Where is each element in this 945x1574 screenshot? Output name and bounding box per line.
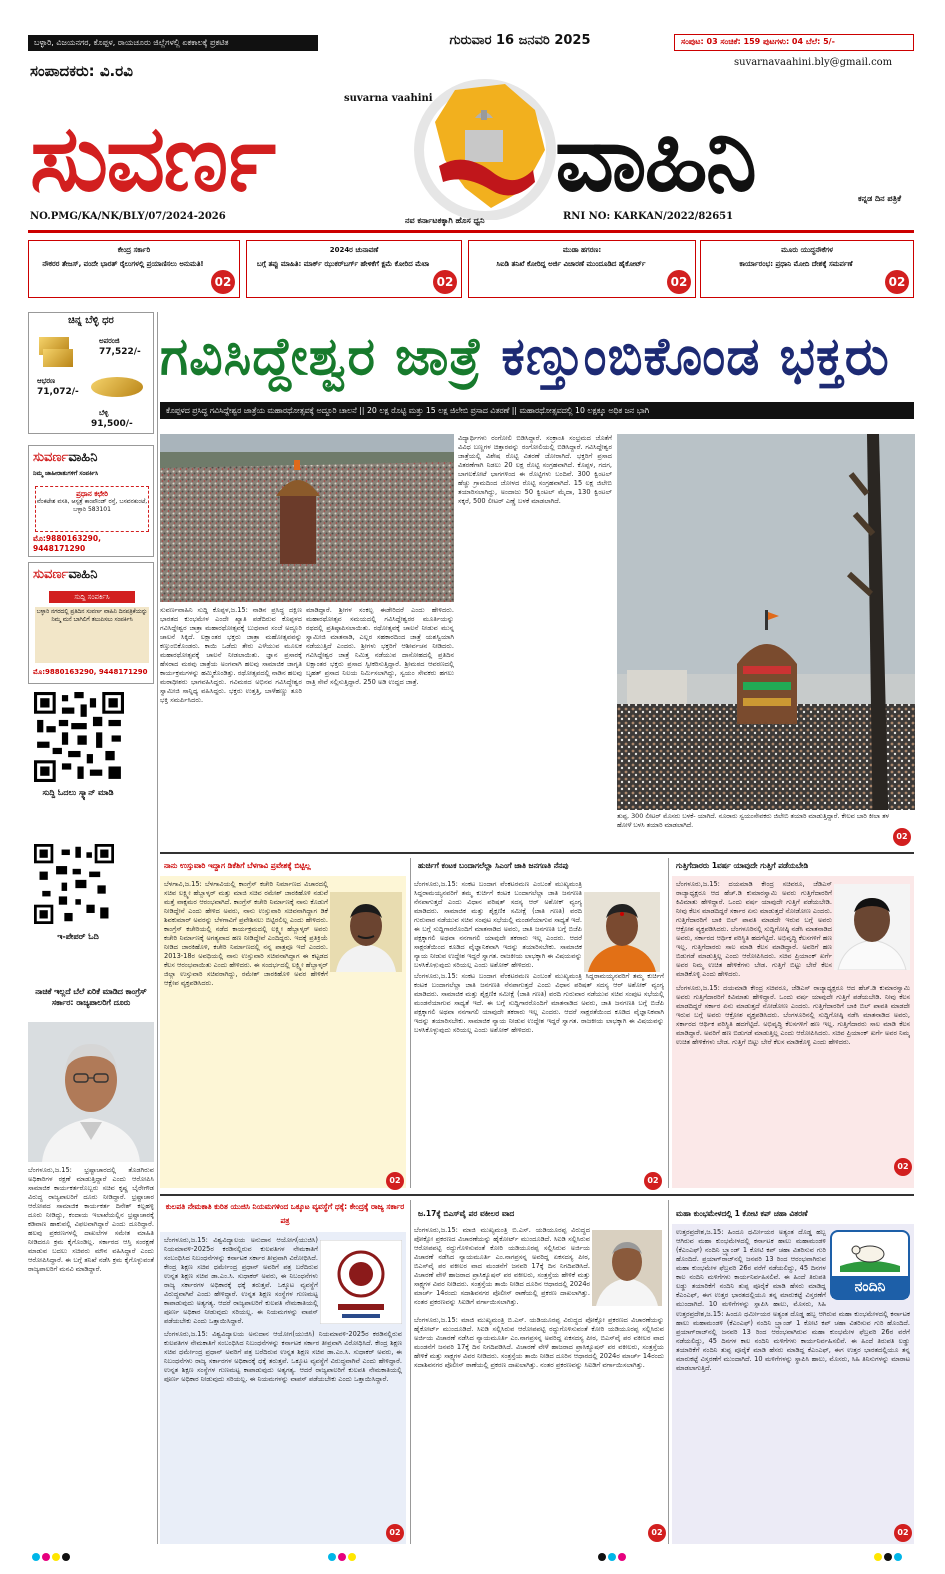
nandini-logo (830, 1230, 910, 1300)
teaser-body: ಬಗ್ಗೆ ತಪ್ಪು ಮಾಹಿತಿ: ಮಾರ್ಕ್ ಝುಕರ್‌ಬರ್ಗ್ ಹೇಳಿಕೆಗೆ ಕ್ಷಮೆ ಕೋರಿದ ಮೆಟಾ (256, 260, 430, 268)
section-rule (160, 1194, 914, 1196)
print-registration-marks (28, 1550, 914, 1564)
contact-email[interactable]: suvarnavaahini.bly@gmail.com (734, 57, 893, 68)
column-rule (157, 312, 158, 1544)
teaser-page-badge: 02 (211, 270, 235, 294)
left-story-body: ಬೆಂಗಳೂರು,ಜ.15: ಭ್ರಷ್ಟಾಚಾರದಲ್ಲಿ ತೊಡಗಿರುವ ಅಧಿಕಾರಿಗಳ ರಕ್ಷಣೆ ಮಾಡುತ್ತಿದ್ದಾರೆ ಎಂದು ಆರೋಪಿಸಿ ಸಾಮಾಜಿಕ ಕಾರ್ಯಕರ್ತರೊಬ್ಬರು ಸಚಿವ ಕೃಷ್ಣ ಬೈರೇಗೌಡ ವಿರುದ್ಧ ರಾಜ್ಯಪಾಲರಿಗೆ ದೂರು ನೀಡಿದ್ದಾರೆ. ಭ್ರಷ್ಟಾಚಾರ ಆರೋಪದ ಸಾಮಾಜಿಕ ಕಾರ್ಯಕರ್ತ ದಿನೇಶ್ ಕಲ್ಲಹಳ್ಳಿ ದೂರು ನೀಡಿದ್ದು, ಕಂದಾಯ ಇಲಾಖೆಯಲ್ಲಿನ ಭ್ರಷ್ಟಾಚಾರಕ್ಕೆ ಕಡಿವಾಣ ಹಾಕುವಲ್ಲಿ ವಿಫಲವಾಗಿದ್ದಾರೆ ಎಂದು ದೂರಿದ್ದಾರೆ. ಹಲವು ಪ್ರಕರಣಗಳಲ್ಲಿ ದಾಖಲೆಗಳ ಸಮೇತ ಮಾಹಿತಿ ನೀಡಿದರೂ ಕ್ರಮ ಕೈಗೊಂಡಿಲ್ಲ. ಸರ್ಕಾರದ ಆಸ್ತಿ ಸಂರಕ್ಷಣೆ ಮಾಡುವ ಬದಲು ಸಚಿವರು ಮೌನ ವಹಿಸಿದ್ದಾರೆ ಎಂದು ಆರೋಪಿಸಿದ್ದಾರೆ. ಈ ಬಗ್ಗೆ ತನಿಖೆ ನಡೆಸಿ ಕ್ರಮ ಕೈಗೊಳ್ಳುವಂತೆ ರಾಜ್ಯಪಾಲರಿಗೆ ಮನವಿ ಮಾಡಿದ್ದಾರೆ. (28, 1166, 154, 1273)
page-badge: 02 (644, 1172, 662, 1190)
teaser-body: ಕಾರ್ಯಾರಂಭ: ಪ್ರಧಾನಿ ಮೋದಿ ದೇಶಕ್ಕೆ ಸಮರ್ಪಣೆ (739, 260, 853, 268)
lead-headline-part-a: ಗವಿಸಿದ್ದೇಶ್ವರ ಜಾತ್ರೆ (160, 327, 483, 387)
column-rule (668, 1200, 669, 1544)
photo-caption: ತುಪ್ಪ, 300 ಲೀಟರ್ ಮೊಸರು ಬಳಕೆ- ಯಾಗಿದೆ. ನೂರಾರು ಸ್ವಯಂಸೇವಕರು ಜಿಲೇಬಿ ತಯಾರಿ ಮಾಡುತ್ತಿದ್ದಾರೆ. ಕೇಲವ ಬಾರಿ ಕೀಲಾ ತಳ ಹೋಳೆ ಬಳಸಿ ತಯಾರಿ ಮಾಡಲಾಗಿದೆ. (617, 812, 889, 829)
advert-box-1[interactable] (28, 445, 154, 557)
politician-photo (584, 892, 660, 972)
cyan-dot (32, 1553, 40, 1561)
section-body: ಬೆಂಗಳೂರು,ಜ.15: ಮಾಜಿ ಮುಖ್ಯಮಂತ್ರಿ ಬಿ.ಎಸ್. ಯಡಿಯೂರಪ್ಪ ವಿರುದ್ಧದ ಪೋಕ್ಸೋ ಪ್ರಕರಣದ ವಿಚಾರಣೆಯನ್ನು ಹೈಕೋರ್ಟ್ ಮುಂದೂಡಿದೆ. ಸಿಐಡಿ ಸಲ್ಲಿಸಿರುವ ಆರೋಪಪಟ್ಟಿ ರದ್ದುಗೊಳಿಸುವಂತೆ ಕೋರಿ ಯಡಿಯೂರಪ್ಪ ಸಲ್ಲಿಸಿರುವ ಅರ್ಜಿಯ ವಿಚಾರಣೆ ನಡೆಸಿದ ನ್ಯಾಯಮೂರ್ತಿ ಎಂ.ನಾಗಪ್ರಸನ್ನ ಅವರಿದ್ದ ಏಕಸದಸ್ಯ ಪೀಠ, ಬಿಎಸ್‌ವೈ ಪರ ವಕೀಲರ ವಾದ ಮಂಡನೆಗೆ ಜನವರಿ 17ಕ್ಕೆ ದಿನ ನಿಗದಿಪಡಿಸಿದೆ. ವಿಚಾರಣೆ ವೇಳೆ ಹಾಜರಾದ ಪ್ರಾಸಿಕ್ಯೂಷನ್ ಪರ ವಕೀಲರು, ಸಂತ್ರಸ್ತೆಯ ಹೇಳಿಕೆ ಮತ್ತು ಸಾಕ್ಷ್ಯಗಳ ವಿವರ ನೀಡಿದರು. ಸಂತ್ರಸ್ತೆಯ ತಾಯಿ ನೀಡಿದ ದೂರಿನ ಆಧಾರದಲ್ಲಿ 2024ರ ಮಾರ್ಚ್ 14ರಂದು ಸದಾಶಿವನಗರ ಪೊಲೀಸ್ ಠಾಣೆಯಲ್ಲಿ ಪ್ರಕರಣ ದಾಖಲಾಗಿತ್ತು. ನಂತರ ಪ್ರಕರಣವನ್ನು ಸಿಐಡಿಗೆ ವರ್ಗಾಯಿಸಲಾಗಿತ್ತು. (414, 1226, 590, 1306)
section-headline[interactable]: ಹುರ್ಚಿಗೆ ಕಂಟಕ ಬಂದಾಗಲೆಲ್ಲಾ ಸಿಎಂಗೆ ಜಾತಿ ಜನಗಣತಿ ನೆನಪು (418, 861, 569, 870)
politician-photo (592, 1230, 662, 1306)
section-body-continued: ಉತ್ತರಪ್ರದೇಶ,ಜ.15: ಹಿಂದೂ ಧರ್ಮೀಯರ ಅತ್ಯಂತ ದೊಡ್ಡ ಹಬ್ಬ ಆಗಿರುವ ಮಹಾ ಕುಂಭಮೇಳದಲ್ಲಿ ಕರ್ನಾಟಕ ಹಾಲು ಮಹಾಮಂಡಳಿ (ಕೆಎಂಎಫ್) ನಂದಿನಿ ಬ್ರ್ಯಾಂಡ್ 1 ಕೋಟಿ ಕಪ್ ಚಹಾ ವಿತರಿಸುವ ಗುರಿ ಹೊಂದಿದೆ. ಪ್ರಯಾಗ್‌ರಾಜ್‌ನಲ್ಲಿ ಜನವರಿ 13 ರಿಂದ ಆರಂಭವಾಗಿರುವ ಮಹಾ ಕುಂಭಮೇಳ ಫೆಬ್ರವರಿ 26ರ ವರೆಗೆ ನಡೆಯಲಿದ್ದು, 45 ದಿನಗಳ ಕಾಲ ನಂದಿನಿ ಮಳಿಗೆಗಳು ಕಾರ್ಯನಿರ್ವಹಿಸಲಿವೆ. ಈ ಹಿಂದೆ ತಿರುಪತಿ ಲಡ್ಡು ತಯಾರಿಕೆಗೆ ನಂದಿನಿ ತುಪ್ಪ ಪೂರೈಕೆ ಮಾಡಿ ಹೆಸರು ಮಾಡಿದ್ದ ಕೆಎಂಎಫ್, ಈಗ ಉತ್ತರ ಭಾರತದಲ್ಲಿಯೂ ತನ್ನ ಮಾರುಕಟ್ಟೆ ವಿಸ್ತರಣೆಗೆ ಮುಂದಾಗಿದೆ. 10 ಮಳಿಗೆಗಳನ್ನು ಸ್ಥಾಪಿಸಿ ಹಾಲು, ಮೊಸರು, ಸಿಹಿ ತಿನಿಸುಗಳನ್ನು ಮಾರಾಟ ಮಾಡಲಾಗುತ್ತಿದೆ. (676, 1310, 910, 1372)
section-headline[interactable]: ಜ.17ಕ್ಕೆ ಬಿಎಸ್‌ವೈ ಪರ ವಕೀಲರ ವಾದ (418, 1209, 515, 1218)
issue-info: ಸಂಪುಟ: 03 ಸಂಚಿಕೆ: 159 ಪುಟಗಳು: 04 ಬೆಲೆ: 5/- (674, 34, 914, 51)
lead-body-col2: ಮಾಡಿದ್ದಾರೆ. ಶ್ರೀಗಳ ಸಂಕಲ್ಪ ಈಡೇರಿದರೆ ಎಂದು ಹೇಳಿದರು. ಮಹಾರಥೋತ್ಸವ ಸಮಯದಲ್ಲಿ ಗವಿಸಿದ್ದೇಶ್ವರರ ಮೂರ್ತಿಯನ್ನು ರಥದಲ್ಲಿ ಪ್ರತಿಷ್ಠಾಪಿಸಲಾಯಿತು. ರಥೋತ್ಸವಕ್ಕೆ ಚಾಲನೆ ನೀಡುವ ಮುನ್ನ ಸ್ವಾಮೀಜಿ ಮಾತನಾಡಿ, ಎಲ್ಲರ ಸಹಕಾರದಿಂದ ಜಾತ್ರೆ ಯಶಸ್ವಿಯಾಗಿ ನಡೆಯುತ್ತಿದೆ ಎಂದರು. ಶ್ರೀಗಳು ಭಕ್ತರಿಗೆ ಆಶೀರ್ವಚನ ನೀಡಿದರು. ಗವಿಸಿದ್ದೇಶ್ವರ ಜಾತ್ರೆ ನಿಮಿತ್ತ ನಡೆಯುವ ದಾಸೋಹದಲ್ಲಿ ಪ್ರತಿದಿನ ಲಕ್ಷಾಂತರ ಭಕ್ತರು ಪ್ರಸಾದ ಸ್ವೀಕರಿಸುತ್ತಿದ್ದಾರೆ. ಶ್ರೀಮಠದ ಆವರಣದಲ್ಲಿ ಬೃಹತ್ ಪ್ರಸಾದ ನಿಲಯ ನಿರ್ಮಿಸಲಾಗಿದ್ದು, ಸ್ವಯಂ ಸೇವಕರು ಹಗಲು ರಾತ್ರಿ ಸೇವೆ ಸಲ್ಲಿಸುತ್ತಿದ್ದಾರೆ. 250 ಅಡಿ ಉದ್ದದ ಜಾತ್ರೆ. (306, 606, 454, 686)
teaser-body: ಸಿಐಡಿ ತನಿಖೆ ಕೋರಿದ್ದ ಅರ್ಜಿ ವಿಚಾರಣೆ ಮುಂದೂಡಿದ ಹೈಕೋರ್ಟ್ (496, 260, 646, 268)
teaser-box[interactable] (28, 240, 240, 298)
gold-rate-title: ಚಿನ್ನ ಬೆಳ್ಳಿ ಧರ (68, 315, 114, 326)
section-body: ಬೆಂಗಳೂರು,ಜ.15: ಸಂಕಟ ಬಂದಾಗ ವೆಂಕಟರಮಣ ಎಂಬಂತೆ ಮುಖ್ಯಮಂತ್ರಿ ಸಿದ್ದರಾಮಯ್ಯನವರಿಗೆ ತಮ್ಮ ಕುರ್ಚಿಗೆ ಕಂಟಕ ಬಂದಾಗಲೆಲ್ಲಾ ಜಾತಿ ಜನಗಣತಿ ನೆನಪಾಗುತ್ತದೆ ಎಂದು ವಿಧಾನ ಪರಿಷತ್ ಸದಸ್ಯ ಆರ್ ಅಶೋಕ್ ವ್ಯಂಗ್ಯ ಮಾಡಿದರು. ಸಾಮಾಜಿಕ ಮತ್ತು ಶೈಕ್ಷಣಿಕ ಸಮೀಕ್ಷೆ (ಜಾತಿ ಗಣತಿ) ವರದಿ ಗುರುವಾರ ನಡೆಯುವ ಸಚಿವ ಸಂಪುಟ ಸಭೆಯಲ್ಲಿ ಮಂಡನೆಯಾಗುವ ಸಾಧ್ಯತೆ ಇದೆ. ಈ ಬಗ್ಗೆ ಸುದ್ದಿಗಾರರೊಂದಿಗೆ ಮಾತನಾಡಿದ ಅವರು, ಜಾತಿ ಜನಗಣತಿ ಬಗ್ಗೆ ಬಿಜೆಪಿ ಪಕ್ಷಕ್ಕಾಗಲಿ ಅಥವಾ ನನಗಾಗಲಿ ಯಾವುದೇ ತಕರಾರು ಇಲ್ಲ ಎಂದರು. ಆದರೆ ಸಾಕ್ಷರತೆಯಿಂದ ಕೂಡಿದ ವೈಜ್ಞಾನಿಕವಾಗಿ ಇದನ್ನು ತಯಾರಿಸಬೇಕು. ಸಾಮಾಜಿಕ ನ್ಯಾಯ ನೀಡುವ ಉದ್ದೇಶ ಇದ್ದರೆ ಸ್ವಾಗತ. ರಾಜಕೀಯ ಲಾಭಕ್ಕಾಗಿ ಈ ವಿಷಯವನ್ನು ಬಳಸಿಕೊಳ್ಳುವುದು ಸರಿಯಲ್ಲ ಎಂದು ಅಶೋಕ್ ಹೇಳಿದರು. (414, 880, 582, 968)
advert-logo (33, 450, 97, 465)
politician-photo (834, 884, 910, 970)
teaser-box[interactable] (246, 240, 462, 298)
cyan-dot (894, 1553, 902, 1561)
teaser-title: 2024ರ ಚುನಾವಣೆ (329, 246, 379, 254)
magenta-dot (618, 1553, 626, 1561)
date-line: ಗುರುವಾರ 16 ಜನವರಿ 2025 (449, 33, 591, 48)
gold-label: ಅಪರಂಜಿ (99, 337, 120, 345)
advert-logo-a: ಸುವರ್ಣ (33, 450, 69, 465)
qr-code-icon[interactable] (34, 692, 124, 782)
section-body-continued: ಬೆಂಗಳೂರು,ಜ.15: ಮಾಜಿ ಮುಖ್ಯಮಂತ್ರಿ ಬಿ.ಎಸ್. ಯಡಿಯೂರಪ್ಪ ವಿರುದ್ಧದ ಪೋಕ್ಸೋ ಪ್ರಕರಣದ ವಿಚಾರಣೆಯನ್ನು ಹೈಕೋರ್ಟ್ ಮುಂದೂಡಿದೆ. ಸಿಐಡಿ ಸಲ್ಲಿಸಿರುವ ಆರೋಪಪಟ್ಟಿ ರದ್ದುಗೊಳಿಸುವಂತೆ ಕೋರಿ ಯಡಿಯೂರಪ್ಪ ಸಲ್ಲಿಸಿರುವ ಅರ್ಜಿಯ ವಿಚಾರಣೆ ನಡೆಸಿದ ನ್ಯಾಯಮೂರ್ತಿ ಎಂ.ನಾಗಪ್ರಸನ್ನ ಅವರಿದ್ದ ಏಕಸದಸ್ಯ ಪೀಠ, ಬಿಎಸ್‌ವೈ ಪರ ವಕೀಲರ ವಾದ ಮಂಡನೆಗೆ ಜನವರಿ 17ಕ್ಕೆ ದಿನ ನಿಗದಿಪಡಿಸಿದೆ. ವಿಚಾರಣೆ ವೇಳೆ ಹಾಜರಾದ ಪ್ರಾಸಿಕ್ಯೂಷನ್ ಪರ ವಕೀಲರು, ಸಂತ್ರಸ್ತೆಯ ಹೇಳಿಕೆ ಮತ್ತು ಸಾಕ್ಷ್ಯಗಳ ವಿವರ ನೀಡಿದರು. ಸಂತ್ರಸ್ತೆಯ ತಾಯಿ ನೀಡಿದ ದೂರಿನ ಆಧಾರದಲ್ಲಿ 2024ರ ಮಾರ್ಚ್ 14ರಂದು ಸದಾಶಿವನಗರ ಪೊಲೀಸ್ ಠಾಣೆಯಲ್ಲಿ ಪ್ರಕರಣ ದಾಖಲಾಗಿತ್ತು. ನಂತರ ಪ್ರಕರಣವನ್ನು ಸಿಐಡಿಗೆ ವರ್ಗಾಯಿಸಲಾಗಿತ್ತು. (414, 1316, 664, 1369)
page-badge: 02 (894, 1524, 912, 1542)
page-badge: 02 (893, 828, 911, 846)
lead-headline[interactable] (160, 318, 914, 396)
magenta-dot (338, 1553, 346, 1561)
section-body-continued: ಬೆಂಗಳೂರು,ಜ.15: ದಯಮಾಡಿ ಕೇಂದ್ರ ಸಚಿವರೂ, ಜೆಡಿಎಸ್ ರಾಜ್ಯಾಧ್ಯಕ್ಷರೂ ಆದ ಹೆಚ್.ಡಿ ಕುಮಾರಸ್ವಾಮಿ ಅವರು ಗುತ್ತಿಗೆದಾರರಿಗೆ ಕಿವಿಮಾತು ಹೇಳಿದ್ದಾರೆ. ಒಂದು ವರ್ಷ ಯಾವುದೇ ಗುತ್ತಿಗೆ ಪಡೆಯಬೇಡಿ. ನೀವು ಕೆಲಸ ಮಾಡದಿದ್ದರೆ ಸರ್ಕಾರ ಏನು ಮಾಡುತ್ತದೆ ನೋಡೋಣ ಎಂದರು. ಗುತ್ತಿಗೆದಾರರಿಗೆ ಬಾಕಿ ಬಿಲ್ ಪಾವತಿ ಮಾಡದೇ ಇರುವ ಬಗ್ಗೆ ಅವರು ಆಕ್ರೋಶ ವ್ಯಕ್ತಪಡಿಸಿದರು. ಬೆಂಗಳೂರಿನಲ್ಲಿ ಸುದ್ದಿಗೋಷ್ಠಿ ನಡೆಸಿ ಮಾತನಾಡಿದ ಅವರು, ಸರ್ಕಾರದ ಆರ್ಥಿಕ ಪರಿಸ್ಥಿತಿ ಹದಗೆಟ್ಟಿದೆ. ಅಭಿವೃದ್ಧಿ ಕೆಲಸಗಳಿಗೆ ಹಣ ಇಲ್ಲ. ಗುತ್ತಿಗೆದಾರರು ಸಾಲ ಮಾಡಿ ಕೆಲಸ ಮಾಡಿದ್ದಾರೆ. ಅವರಿಗೆ ಹಣ ಬಿಡುಗಡೆ ಮಾಡುತ್ತಿಲ್ಲ ಎಂದು ಆರೋಪಿಸಿದರು. ಸಚಿವ ಪ್ರಿಯಾಂಕ್ ಖರ್ಗೆ ಅವರ ನಿಮ್ಮ ಉಚಿತ ಹೇಳಿಕೆಗಳು ಬೇಡ. ಗುತ್ತಿಗೆ ಬಿಟ್ಟು ಬೇರೆ ಕೆಲಸ ಮಾಡಿಕೊಳ್ಳಿ ಎಂದು ಹೇಳಿದರು. (676, 984, 910, 1046)
teaser-page-badge: 02 (667, 270, 691, 294)
qr-label: ಇ-ಪೇಪರ್ ಓದಿ (57, 932, 99, 941)
postal-reg-number: NO.PMG/KA/NK/BLY/07/2024-2026 (30, 211, 226, 222)
section-rule (160, 852, 914, 854)
advert-subtitle: ನಿಮ್ಮ ಜಾಹೀರಾತುಗಳಿಗೆ ಸಂಪರ್ಕಿಸಿ (33, 470, 99, 477)
cyan-dot (608, 1553, 616, 1561)
teaser-title: ಮುಡಾ ಹಗರಣ: (562, 246, 602, 254)
qr-label: ಸುದ್ದಿ ಓದಲು ಸ್ಕ್ಯಾನ್ ಮಾಡಿ (42, 788, 114, 797)
ugc-logo-icon (320, 1240, 402, 1324)
teaser-title: ಕೇಂದ್ರ ಸರ್ಕಾರಿ (117, 246, 151, 254)
silver-value: 91,500/- (91, 419, 133, 429)
advert-logo-b: ವಾಹಿನಿ (68, 450, 98, 465)
gold-value: 77,522/- (99, 347, 141, 357)
advert-phone[interactable]: ಮೊ:9880163290, 9448171290 (33, 668, 148, 676)
advert-body: ಬಳ್ಳಾರಿ ನಗರದಲ್ಲಿ ಪ್ರತಿದಿನ ಸುವರ್ಣ ವಾಹಿನಿ ದಿನಪತ್ರಿಕೆಯನ್ನು ನಿಮ್ಮ ಮನೆ ಬಾಗಿಲಿಗೆ ತಲುಪಿಸಲು ಸಂಪರ್ಕಿಸಿ (35, 607, 149, 663)
section-body: ಬೆಂಗಳೂರು,ಜ.15: ವಿಶ್ವವಿದ್ಯಾಲಯ ಅನುದಾನ ಆಯೋಗ(ಯುಜಿಸಿ) ನಿಯಮಾವಳಿ-2025ರ ಕರಡಿನಲ್ಲಿರುವ ಕುಲಪತಿಗಳ ನೇಮಕಾತಿಗೆ ಸಂಬಂಧಿಸಿದ ನಿಬಂಧನೆಗಳನ್ನು ಕರ್ನಾಟಕ ಸರ್ಕಾರ ತೀವ್ರವಾಗಿ ವಿರೋಧಿಸಿದೆ. ಕೇಂದ್ರ ಶಿಕ್ಷಣ ಸಚಿವ ಧರ್ಮೇಂದ್ರ ಪ್ರಧಾನ್ ಅವರಿಗೆ ಪತ್ರ ಬರೆದಿರುವ ಉನ್ನತ ಶಿಕ್ಷಣ ಸಚಿವ ಡಾ.ಎಂ.ಸಿ. ಸುಧಾಕರ್ ಅವರು, ಈ ನಿಬಂಧನೆಗಳು ರಾಜ್ಯ ಸರ್ಕಾರಗಳ ಅಧಿಕಾರಕ್ಕೆ ಧಕ್ಕೆ ತರುತ್ತವೆ. ಒಕ್ಕೂಟ ವ್ಯವಸ್ಥೆಗೆ ವಿರುದ್ಧವಾಗಿವೆ ಎಂದು ಹೇಳಿದ್ದಾರೆ. ಉನ್ನತ ಶಿಕ್ಷಣ ಸಂಸ್ಥೆಗಳ ಗುಣಮಟ್ಟ ಕಾಪಾಡುವುದು ಅತ್ಯಗತ್ಯ. ಆದರೆ ರಾಜ್ಯಪಾಲರಿಗೆ ಕುಲಪತಿ ನೇಮಕಾತಿಯಲ್ಲಿ ಪೂರ್ಣ ಅಧಿಕಾರ ನೀಡುವುದು ಸರಿಯಲ್ಲ. ಈ ನಿಯಮಗಳನ್ನು ವಾಪಸ್ ಪಡೆಯಬೇಕು ಎಂದು ಒತ್ತಾಯಿಸಿದ್ದಾರೆ. (164, 1236, 318, 1325)
gold-value: 71,072/- (37, 387, 79, 397)
gold-rate-box (28, 312, 154, 434)
page-badge: 02 (894, 1158, 912, 1176)
teaser-body: ನೌಕರರ ತೇಜಸ್, ವಂದೇ ಭಾರತ್ ರೈಲುಗಳಲ್ಲಿ ಪ್ರಯಾಣಿಸಲು ಅನುಮತಿ! (42, 260, 204, 268)
teaser-box[interactable] (700, 240, 914, 298)
magenta-dot (42, 1553, 50, 1561)
column-rule (668, 858, 669, 1188)
section-body: ಬೆಳಗಾವಿ,ಜ.15: ಬೆಳಗಾವಿಯಲ್ಲಿ ಕಾಂಗ್ರೆಸ್ ಕಚೇರಿ ನಿರ್ಮಾಣದ ವಿಚಾರದಲ್ಲಿ ಸಚಿವ ಲಕ್ಷ್ಮೀ ಹೆಬ್ಬಾಳ್ಕರ್ ಮತ್ತು ಮಾಜಿ ಸಚಿವ ರಮೇಶ್ ಜಾರಕಿಹೊಳಿ ನಡುವೆ ಮತ್ತೆ ವಾಕ್ಸಮರ ಆರಂಭವಾಗಿದೆ. ಕಾಂಗ್ರೆಸ್ ಕಚೇರಿ ನಿರ್ಮಾಣಕ್ಕೆ ನಾನು ಕೊಡುಗೆ ನೀಡಿದ್ದೇನೆ ಎಂದು ಹೇಳಿದ ಅವರು, ನಾನು ಉಸ್ತುವಾರಿ ಸಚಿವನಾಗಿದ್ದಾಗ ಡಿಕೆ ಶಿವಕುಮಾರ್ ಅವರನ್ನು ಬೆಳಗಾವಿಗೆ ಪ್ರವೇಶಿಸಲು ಬಿಟ್ಟಿರಲಿಲ್ಲ ಎಂದು ಹೇಳಿದರು. ಕಾಂಗ್ರೆಸ್ ಕಚೇರಿಯಲ್ಲಿ ನಡೆದ ಕಾರ್ಯಕ್ರಮದಲ್ಲಿ ಲಕ್ಷ್ಮೀ ಹೆಬ್ಬಾಳ್ಕರ್ ಅವರು ಕಚೇರಿ ನಿರ್ಮಾಣಕ್ಕೆ ಅಗತ್ಯವಾದ ಹಣ ನೀಡಿದ್ದೇವೆ ಎಂದಿದ್ದರು. ಇದಕ್ಕೆ ಪ್ರತಿಕ್ರಿಯೆ ನೀಡಿದ ಜಾರಕಿಹೊಳಿ, ಕಚೇರಿ ನಿರ್ಮಾಣದಲ್ಲಿ ನನ್ನ ಪಾತ್ರವೂ ಇದೆ ಎಂದರು. 2013-18ರ ಅವಧಿಯಲ್ಲಿ ನಾನು ಉಸ್ತುವಾರಿ ಸಚಿವನಾಗಿದ್ದಾಗ ಈ ಕಟ್ಟಡದ ಕೆಲಸ ಆರಂಭವಾಯಿತು ಎಂದು ಹೇಳಿದರು. ಈ ಸಂದರ್ಭದಲ್ಲಿ ಲಕ್ಷ್ಮೀ ಹೆಬ್ಬಾಳ್ಕರ್ ಜಿಲ್ಲಾ ಉಸ್ತುವಾರಿ ಸಚಿವರಾಗಿದ್ದು, ರಮೇಶ್ ಜಾರಕಿಹೊಳಿ ಅವರ ಹೇಳಿಕೆಗೆ ಆಕ್ಷೇಪ ವ್ಯಕ್ತಪಡಿಸಿದರು. (164, 880, 328, 987)
advert-logo-a: ಸುವರ್ಣ (33, 567, 69, 582)
page-badge: 02 (648, 1524, 666, 1542)
lead-body-col1: ಸುವರ್ಣವಾಹಿನಿ ಸುದ್ದಿ ಕೊಪ್ಪಳ,ಜ.15: ನಾಡಿನ ಪ್ರಸಿದ್ಧ ದಕ್ಷಿಣ ಭಾರತದ ಕುಂಭಮೇಳ ಎಂದೇ ಖ್ಯಾತಿ ಪಡೆದಿರುವ ಕೊಪ್ಪಳದ ಗವಿಸಿದ್ದೇಶ್ವರ ಜಾತ್ರಾ ಮಹಾರಥೋತ್ಸವಕ್ಕೆ ಬುಧವಾರ ಸಂಜೆ ಅದ್ದೂರಿ ಚಾಲನೆ ಸಿಕ್ಕಿದೆ. ಲಕ್ಷಾಂತರ ಭಕ್ತರು ಜಾತ್ರಾ ಮಹೋತ್ಸವವನ್ನು ಕಣ್ತುಂಬಿಕೊಂಡರು. ಕಾಯಿ ಒಡೆದು ತೇರು ಎಳೆಯುವ ಮೂಲಕ ಮಹಾರಥೋತ್ಸವಕ್ಕೆ ಚಾಲನೆ ನೀಡಲಾಯಿತು. ಜ್ಞಾನ ಪ್ರಸಾರಕ್ಕೆ ಹೆಸರಾದ ಮಠವು ಜಾತ್ರೆಯ ಅಂಗವಾಗಿ ಹಲವು ಸಾಮಾಜಿಕ ಜಾಗೃತಿ ಕಾರ್ಯಕ್ರಮಗಳನ್ನು ಹಮ್ಮಿಕೊಂಡಿತ್ತು. ರಥೋತ್ಸವದಲ್ಲಿ ನಾಡಿನ ಹಲವು ಮಠಾಧೀಶರು ಭಾಗವಹಿಸಿದ್ದರು. ಗವಿಮಠದ ಅಭಿನವ ಗವಿಸಿದ್ಧೇಶ್ವರ ಸ್ವಾಮೀಜಿ ಸಾನ್ನಿಧ್ಯ ವಹಿಸಿದ್ದರು. ಭಕ್ತರು ಉತ್ತತ್ತಿ, ಬಾಳೆಹಣ್ಣು ತೂರಿ ಭಕ್ತಿ ಸಮರ್ಪಿಸಿದರು. (160, 606, 302, 704)
rni-number: RNI NO: KARKAN/2022/82651 (563, 211, 734, 222)
tagline: ನವ ಕರ್ನಾಟಕಕ್ಕಾಗಿ ಹೊಸ ಧ್ವನಿ (405, 216, 485, 225)
section-headline[interactable]: ಮಹಾ ಕುಂಭಮೇಳದಲ್ಲಿ 1 ಕೋಟಿ ಕಪ್ ಚಹಾ ವಿತರಣೆ (676, 1209, 808, 1218)
column-rule (410, 858, 411, 1188)
section-body-continued: ಬೆಂಗಳೂರು,ಜ.15: ವಿಶ್ವವಿದ್ಯಾಲಯ ಅನುದಾನ ಆಯೋಗ(ಯುಜಿಸಿ) ನಿಯಮಾವಳಿ-2025ರ ಕರಡಿನಲ್ಲಿರುವ ಕುಲಪತಿಗಳ ನೇಮಕಾತಿಗೆ ಸಂಬಂಧಿಸಿದ ನಿಬಂಧನೆಗಳನ್ನು ಕರ್ನಾಟಕ ಸರ್ಕಾರ ತೀವ್ರವಾಗಿ ವಿರೋಧಿಸಿದೆ. ಕೇಂದ್ರ ಶಿಕ್ಷಣ ಸಚಿವ ಧರ್ಮೇಂದ್ರ ಪ್ರಧಾನ್ ಅವರಿಗೆ ಪತ್ರ ಬರೆದಿರುವ ಉನ್ನತ ಶಿಕ್ಷಣ ಸಚಿವ ಡಾ.ಎಂ.ಸಿ. ಸುಧಾಕರ್ ಅವರು, ಈ ನಿಬಂಧನೆಗಳು ರಾಜ್ಯ ಸರ್ಕಾರಗಳ ಅಧಿಕಾರಕ್ಕೆ ಧಕ್ಕೆ ತರುತ್ತವೆ. ಒಕ್ಕೂಟ ವ್ಯವಸ್ಥೆಗೆ ವಿರುದ್ಧವಾಗಿವೆ ಎಂದು ಹೇಳಿದ್ದಾರೆ. ಉನ್ನತ ಶಿಕ್ಷಣ ಸಂಸ್ಥೆಗಳ ಗುಣಮಟ್ಟ ಕಾಪಾಡುವುದು ಅತ್ಯಗತ್ಯ. ಆದರೆ ರಾಜ್ಯಪಾಲರಿಗೆ ಕುಲಪತಿ ನೇಮಕಾತಿಯಲ್ಲಿ ಪೂರ್ಣ ಅಧಿಕಾರ ನೀಡುವುದು ಸರಿಯಲ್ಲ. ಈ ನಿಯಮಗಳನ್ನು ವಾಪಸ್ ಪಡೆಯಬೇಕು ಎಂದು ಒತ್ತಾಯಿಸಿದ್ದಾರೆ. (164, 1330, 402, 1383)
page-badge: 02 (386, 1172, 404, 1190)
yellow-dot (348, 1553, 356, 1561)
politician-portrait-photo (28, 1022, 154, 1162)
section-body-continued: ಬೆಂಗಳೂರು,ಜ.15: ಸಂಕಟ ಬಂದಾಗ ವೆಂಕಟರಮಣ ಎಂಬಂತೆ ಮುಖ್ಯಮಂತ್ರಿ ಸಿದ್ದರಾಮಯ್ಯನವರಿಗೆ ತಮ್ಮ ಕುರ್ಚಿಗೆ ಕಂಟಕ ಬಂದಾಗಲೆಲ್ಲಾ ಜಾತಿ ಜನಗಣತಿ ನೆನಪಾಗುತ್ತದೆ ಎಂದು ವಿಧಾನ ಪರಿಷತ್ ಸದಸ್ಯ ಆರ್ ಅಶೋಕ್ ವ್ಯಂಗ್ಯ ಮಾಡಿದರು. ಸಾಮಾಜಿಕ ಮತ್ತು ಶೈಕ್ಷಣಿಕ ಸಮೀಕ್ಷೆ (ಜಾತಿ ಗಣತಿ) ವರದಿ ಗುರುವಾರ ನಡೆಯುವ ಸಚಿವ ಸಂಪುಟ ಸಭೆಯಲ್ಲಿ ಮಂಡನೆಯಾಗುವ ಸಾಧ್ಯತೆ ಇದೆ. ಈ ಬಗ್ಗೆ ಸುದ್ದಿಗಾರರೊಂದಿಗೆ ಮಾತನಾಡಿದ ಅವರು, ಜಾತಿ ಜನಗಣತಿ ಬಗ್ಗೆ ಬಿಜೆಪಿ ಪಕ್ಷಕ್ಕಾಗಲಿ ಅಥವಾ ನನಗಾಗಲಿ ಯಾವುದೇ ತಕರಾರು ಇಲ್ಲ ಎಂದರು. ಆದರೆ ಸಾಕ್ಷರತೆಯಿಂದ ಕೂಡಿದ ವೈಜ್ಞಾನಿಕವಾಗಿ ಇದನ್ನು ತಯಾರಿಸಬೇಕು. ಸಾಮಾಜಿಕ ನ್ಯಾಯ ನೀಡುವ ಉದ್ದೇಶ ಇದ್ದರೆ ಸ್ವಾಗತ. ರಾಜಕೀಯ ಲಾಭಕ್ಕಾಗಿ ಈ ವಿಷಯವನ್ನು ಬಳಸಿಕೊಳ್ಳುವುದು ಸರಿಯಲ್ಲ ಎಂದು ಅಶೋಕ್ ಹೇಳಿದರು. (414, 972, 664, 1034)
teaser-page-badge: 02 (433, 270, 457, 294)
section-headline[interactable]: ಗುತ್ತಿಗೆದಾರರು 1ವರ್ಷ ಯಾವುದೇ ಗುತ್ತಿಗೆ ಪಡೆಯಬೇಡಿ (676, 861, 809, 870)
advert-phone[interactable]: ಮೊ:9880163290, 9448171290 (33, 534, 101, 553)
page-badge: 02 (386, 1524, 404, 1542)
nandini-logo-text: ನಂದಿನಿ (832, 1276, 908, 1298)
teaser-page-badge: 02 (885, 270, 909, 294)
advert-office-block (35, 486, 149, 532)
masthead-left: ಸುವರ್ಣ (30, 105, 275, 212)
black-dot (62, 1553, 70, 1561)
chariot-procession-photo (617, 434, 915, 844)
district-strip: ಬಳ್ಳಾರಿ, ವಿಜಯನಗರ, ಕೊಪ್ಪಳ, ರಾಯಚೂರು ಜಿಲ್ಲೆಗಳಲ್ಲಿ ಏಕಕಾಲಕ್ಕೆ ಪ್ರಕಟಿತ (28, 35, 318, 51)
section-body: ಉತ್ತರಪ್ರದೇಶ,ಜ.15: ಹಿಂದೂ ಧರ್ಮೀಯರ ಅತ್ಯಂತ ದೊಡ್ಡ ಹಬ್ಬ ಆಗಿರುವ ಮಹಾ ಕುಂಭಮೇಳದಲ್ಲಿ ಕರ್ನಾಟಕ ಹಾಲು ಮಹಾಮಂಡಳಿ (ಕೆಎಂಎಫ್) ನಂದಿನಿ ಬ್ರ್ಯಾಂಡ್ 1 ಕೋಟಿ ಕಪ್ ಚಹಾ ವಿತರಿಸುವ ಗುರಿ ಹೊಂದಿದೆ. ಪ್ರಯಾಗ್‌ರಾಜ್‌ನಲ್ಲಿ ಜನವರಿ 13 ರಿಂದ ಆರಂಭವಾಗಿರುವ ಮಹಾ ಕುಂಭಮೇಳ ಫೆಬ್ರವರಿ 26ರ ವರೆಗೆ ನಡೆಯಲಿದ್ದು, 45 ದಿನಗಳ ಕಾಲ ನಂದಿನಿ ಮಳಿಗೆಗಳು ಕಾರ್ಯನಿರ್ವಹಿಸಲಿವೆ. ಈ ಹಿಂದೆ ತಿರುಪತಿ ಲಡ್ಡು ತಯಾರಿಕೆಗೆ ನಂದಿನಿ ತುಪ್ಪ ಪೂರೈಕೆ ಮಾಡಿ ಹೆಸರು ಮಾಡಿದ್ದ ಕೆಎಂಎಫ್, ಈಗ ಉತ್ತರ ಭಾರತದಲ್ಲಿಯೂ ತನ್ನ ಮಾರುಕಟ್ಟೆ ವಿಸ್ತರಣೆಗೆ ಮುಂದಾಗಿದೆ. 10 ಮಳಿಗೆಗಳನ್ನು ಸ್ಥಾಪಿಸಿ ಹಾಲು, ಮೊಸರು, ಸಿಹಿ (676, 1228, 826, 1308)
teaser-box[interactable] (468, 240, 696, 298)
advert-subhead: ಸುದ್ದಿ ಸಂಪರ್ಕಿಸಿ (49, 591, 135, 603)
lead-headline-part-b: ಕಣ್ತುಂಬಿಕೊಂಡ ಭಕ್ತರು (501, 327, 890, 387)
karnataka-map-emblem (395, 70, 575, 220)
column-rule (410, 1200, 411, 1544)
gold-label: ಆಭರಣ (37, 377, 56, 385)
advert-box-2[interactable] (28, 562, 154, 684)
paper-type-label: ಕನ್ನಡ ದಿನ ಪತ್ರಿಕೆ (858, 194, 902, 203)
advert-logo-b: ವಾಹಿನಿ (68, 567, 98, 582)
masthead-right: ವಾಹಿನಿ (555, 105, 755, 212)
cow-icon (840, 1236, 900, 1272)
silver-label: ಬೆಳ್ಳಿ (99, 409, 109, 417)
cyan-dot (328, 1553, 336, 1561)
left-story-headline[interactable]: ನಾಚಿಕೆ ಇಲ್ಲದೆ ಬೆಲೆ ಏರಿಕೆ ಮಾಡಿದ ಕಾಂಗ್ರೆಸ್ ಸರ್ಕಾರ: ರಾಜ್ಯಪಾಲರಿಗೆ ದೂರು (35, 987, 147, 1007)
section-headline[interactable]: ಕುಲಪತಿ ನೇಮಕಾತಿ ಕುರಿತ ಯುಜಿಸಿ ನಿಯಮಗಳಿಂದ ಒಕ್ಕೂಟ ವ್ಯವಸ್ಥೆಗೆ ಧಕ್ಕೆ: ಕೇಂದ್ರಕ್ಕೆ ರಾಜ್ಯ ಸರ್ಕಾರ ಪತ್ರ (165, 1202, 405, 1225)
masthead-small: suvarna vaahini (344, 93, 433, 104)
editor-line: ಸಂಪಾದಕರು: ವಿ.ರವಿ (30, 62, 133, 80)
advert-logo (33, 567, 97, 582)
gold-bangles-icon (91, 377, 143, 397)
lead-deck: ಕೊಪ್ಪಳದ ಪ್ರಸಿದ್ಧ ಗವಿಸಿದ್ದೇಶ್ವರ ಜಾತ್ರೆಯ ಮಹಾರಥೋತ್ಸವಕ್ಕೆ ಅದ್ದೂರಿ ಚಾಲನೆ || 20 ಲಕ್ಷ ರೊಟ್ಟಿ ಮತ್ತು 15 ಲಕ್ಷ ಜಿಲೇಬಿ ಪ್ರಸಾದ ವಿತರಣೆ || ಮಹಾರಥೋತ್ಸವದಲ್ಲಿ 10 ಲಕ್ಷಕ್ಕೂ ಅಧಿಕ ಜನ ಭಾಗಿ (160, 402, 914, 419)
crowd-aerial-photo (160, 434, 454, 602)
teaser-title: ಮೂರು ಯುದ್ಧನೌಕೆಗಳ (781, 246, 833, 254)
advert-office-address: ವೆಂಕಟೇಶ ವಸತಿ, ಆಸ್ಪತ್ರೆ ಕಾಂಪೌಂಡ್ ರಸ್ತೆ, ಬಸವನಕುಂಟೆ, ಬಳ್ಳಾರಿ 583101 (36, 498, 148, 513)
qr-code-icon[interactable] (34, 844, 114, 924)
yellow-dot (874, 1553, 882, 1561)
advert-office-title: ಪ್ರಧಾನ ಕಛೇರಿ (76, 490, 108, 498)
section-headline[interactable]: ನಾನು ಉಸ್ತುವಾರಿ ಇದ್ದಾಗ ಡಿಕೆಶಿಗೆ ಬೆಳಗಾವಿ ಪ್ರವೇಶಕ್ಕೆ ಬಿಟ್ಟಿಲ್ಲ (164, 861, 311, 870)
masthead-rule (28, 230, 914, 233)
lead-body-col3: ವಿದ್ಯಾರ್ಥಿಗಳು ರಂಗೋಲಿ ಬಿಡಿಸಿದ್ದಾರೆ. ಸಂಕ್ರಾಂತಿ ಸಂಭ್ರಮದ ಜೊತೆಗೆ ವಿವಿಧ ಬಣ್ಣಗಳ ಚಿತ್ತಾರವನ್ನು ರಂಗೋಲಿಯಲ್ಲಿ ಬಿಡಿಸಿದ್ದಾರೆ. ಗವಿಸಿದ್ದೇಶ್ವರ ಜಾತ್ರೆಯಲ್ಲಿ ವಿಶೇಷ ರೊಟ್ಟಿ ವಿತರಣೆ ಜೋರಾಗಿದೆ. ಭಕ್ತರಿಗೆ ಪ್ರಸಾದ ವಿತರಣೆಗಾಗಿ ನಿಡಲು 20 ಲಕ್ಷ ರೊಟ್ಟಿ ಸಂಗ್ರಹವಾಗಿದೆ. ಕೊಪ್ಪಳ, ಗದಗ, ಬಾಗಲಕೋಟೆ ಭಾಗಗಳಿಂದ ಈ ರೊಟ್ಟಿಗಳು ಬಂದಿವೆ. 300 ಕ್ವಿಂಟಲ್ ಹೆಚ್ಚು ಗ್ರಾಮದಿಂದ ಜೋಳದ ರೊಟ್ಟಿ ಸಂಗ್ರಹವಾಗಿದೆ. 15 ಲಕ್ಷ ಜಿಲೇಬಿ ತಯಾರಿಸಲಾಗಿದ್ದು, ಅಂದಾಜು 50 ಕ್ವಿಂಟಲ್ ಮೈದಾ, 130 ಕ್ವಿಂಟಲ್ ಸಕ್ಕರೆ, 500 ಲೀಟರ್ ಎಣ್ಣೆ ಬಳಕೆ ಮಾಡಲಾಗಿದೆ. (458, 434, 612, 505)
politician-photo (330, 892, 402, 972)
black-dot (884, 1553, 892, 1561)
black-dot (598, 1553, 606, 1561)
yellow-dot (52, 1553, 60, 1561)
gold-bar-icon (43, 349, 73, 367)
section-body: ಬೆಂಗಳೂರು,ಜ.15: ದಯಮಾಡಿ ಕೇಂದ್ರ ಸಚಿವರೂ, ಜೆಡಿಎಸ್ ರಾಜ್ಯಾಧ್ಯಕ್ಷರೂ ಆದ ಹೆಚ್.ಡಿ ಕುಮಾರಸ್ವಾಮಿ ಅವರು ಗುತ್ತಿಗೆದಾರರಿಗೆ ಕಿವಿಮಾತು ಹೇಳಿದ್ದಾರೆ. ಒಂದು ವರ್ಷ ಯಾವುದೇ ಗುತ್ತಿಗೆ ಪಡೆಯಬೇಡಿ. ನೀವು ಕೆಲಸ ಮಾಡದಿದ್ದರೆ ಸರ್ಕಾರ ಏನು ಮಾಡುತ್ತದೆ ನೋಡೋಣ ಎಂದರು. ಗುತ್ತಿಗೆದಾರರಿಗೆ ಬಾಕಿ ಬಿಲ್ ಪಾವತಿ ಮಾಡದೇ ಇರುವ ಬಗ್ಗೆ ಅವರು ಆಕ್ರೋಶ ವ್ಯಕ್ತಪಡಿಸಿದರು. ಬೆಂಗಳೂರಿನಲ್ಲಿ ಸುದ್ದಿಗೋಷ್ಠಿ ನಡೆಸಿ ಮಾತನಾಡಿದ ಅವರು, ಸರ್ಕಾರದ ಆರ್ಥಿಕ ಪರಿಸ್ಥಿತಿ ಹದಗೆಟ್ಟಿದೆ. ಅಭಿವೃದ್ಧಿ ಕೆಲಸಗಳಿಗೆ ಹಣ ಇಲ್ಲ. ಗುತ್ತಿಗೆದಾರರು ಸಾಲ ಮಾಡಿ ಕೆಲಸ ಮಾಡಿದ್ದಾರೆ. ಅವರಿಗೆ ಹಣ ಬಿಡುಗಡೆ ಮಾಡುತ್ತಿಲ್ಲ ಎಂದು ಆರೋಪಿಸಿದರು. ಸಚಿವ ಪ್ರಿಯಾಂಕ್ ಖರ್ಗೆ ಅವರ ನಿಮ್ಮ ಉಚಿತ ಹೇಳಿಕೆಗಳು ಬೇಡ. ಗುತ್ತಿಗೆ ಬಿಟ್ಟು ಬೇರೆ ಕೆಲಸ ಮಾಡಿಕೊಳ್ಳಿ ಎಂದು ಹೇಳಿದರು. (676, 880, 832, 978)
